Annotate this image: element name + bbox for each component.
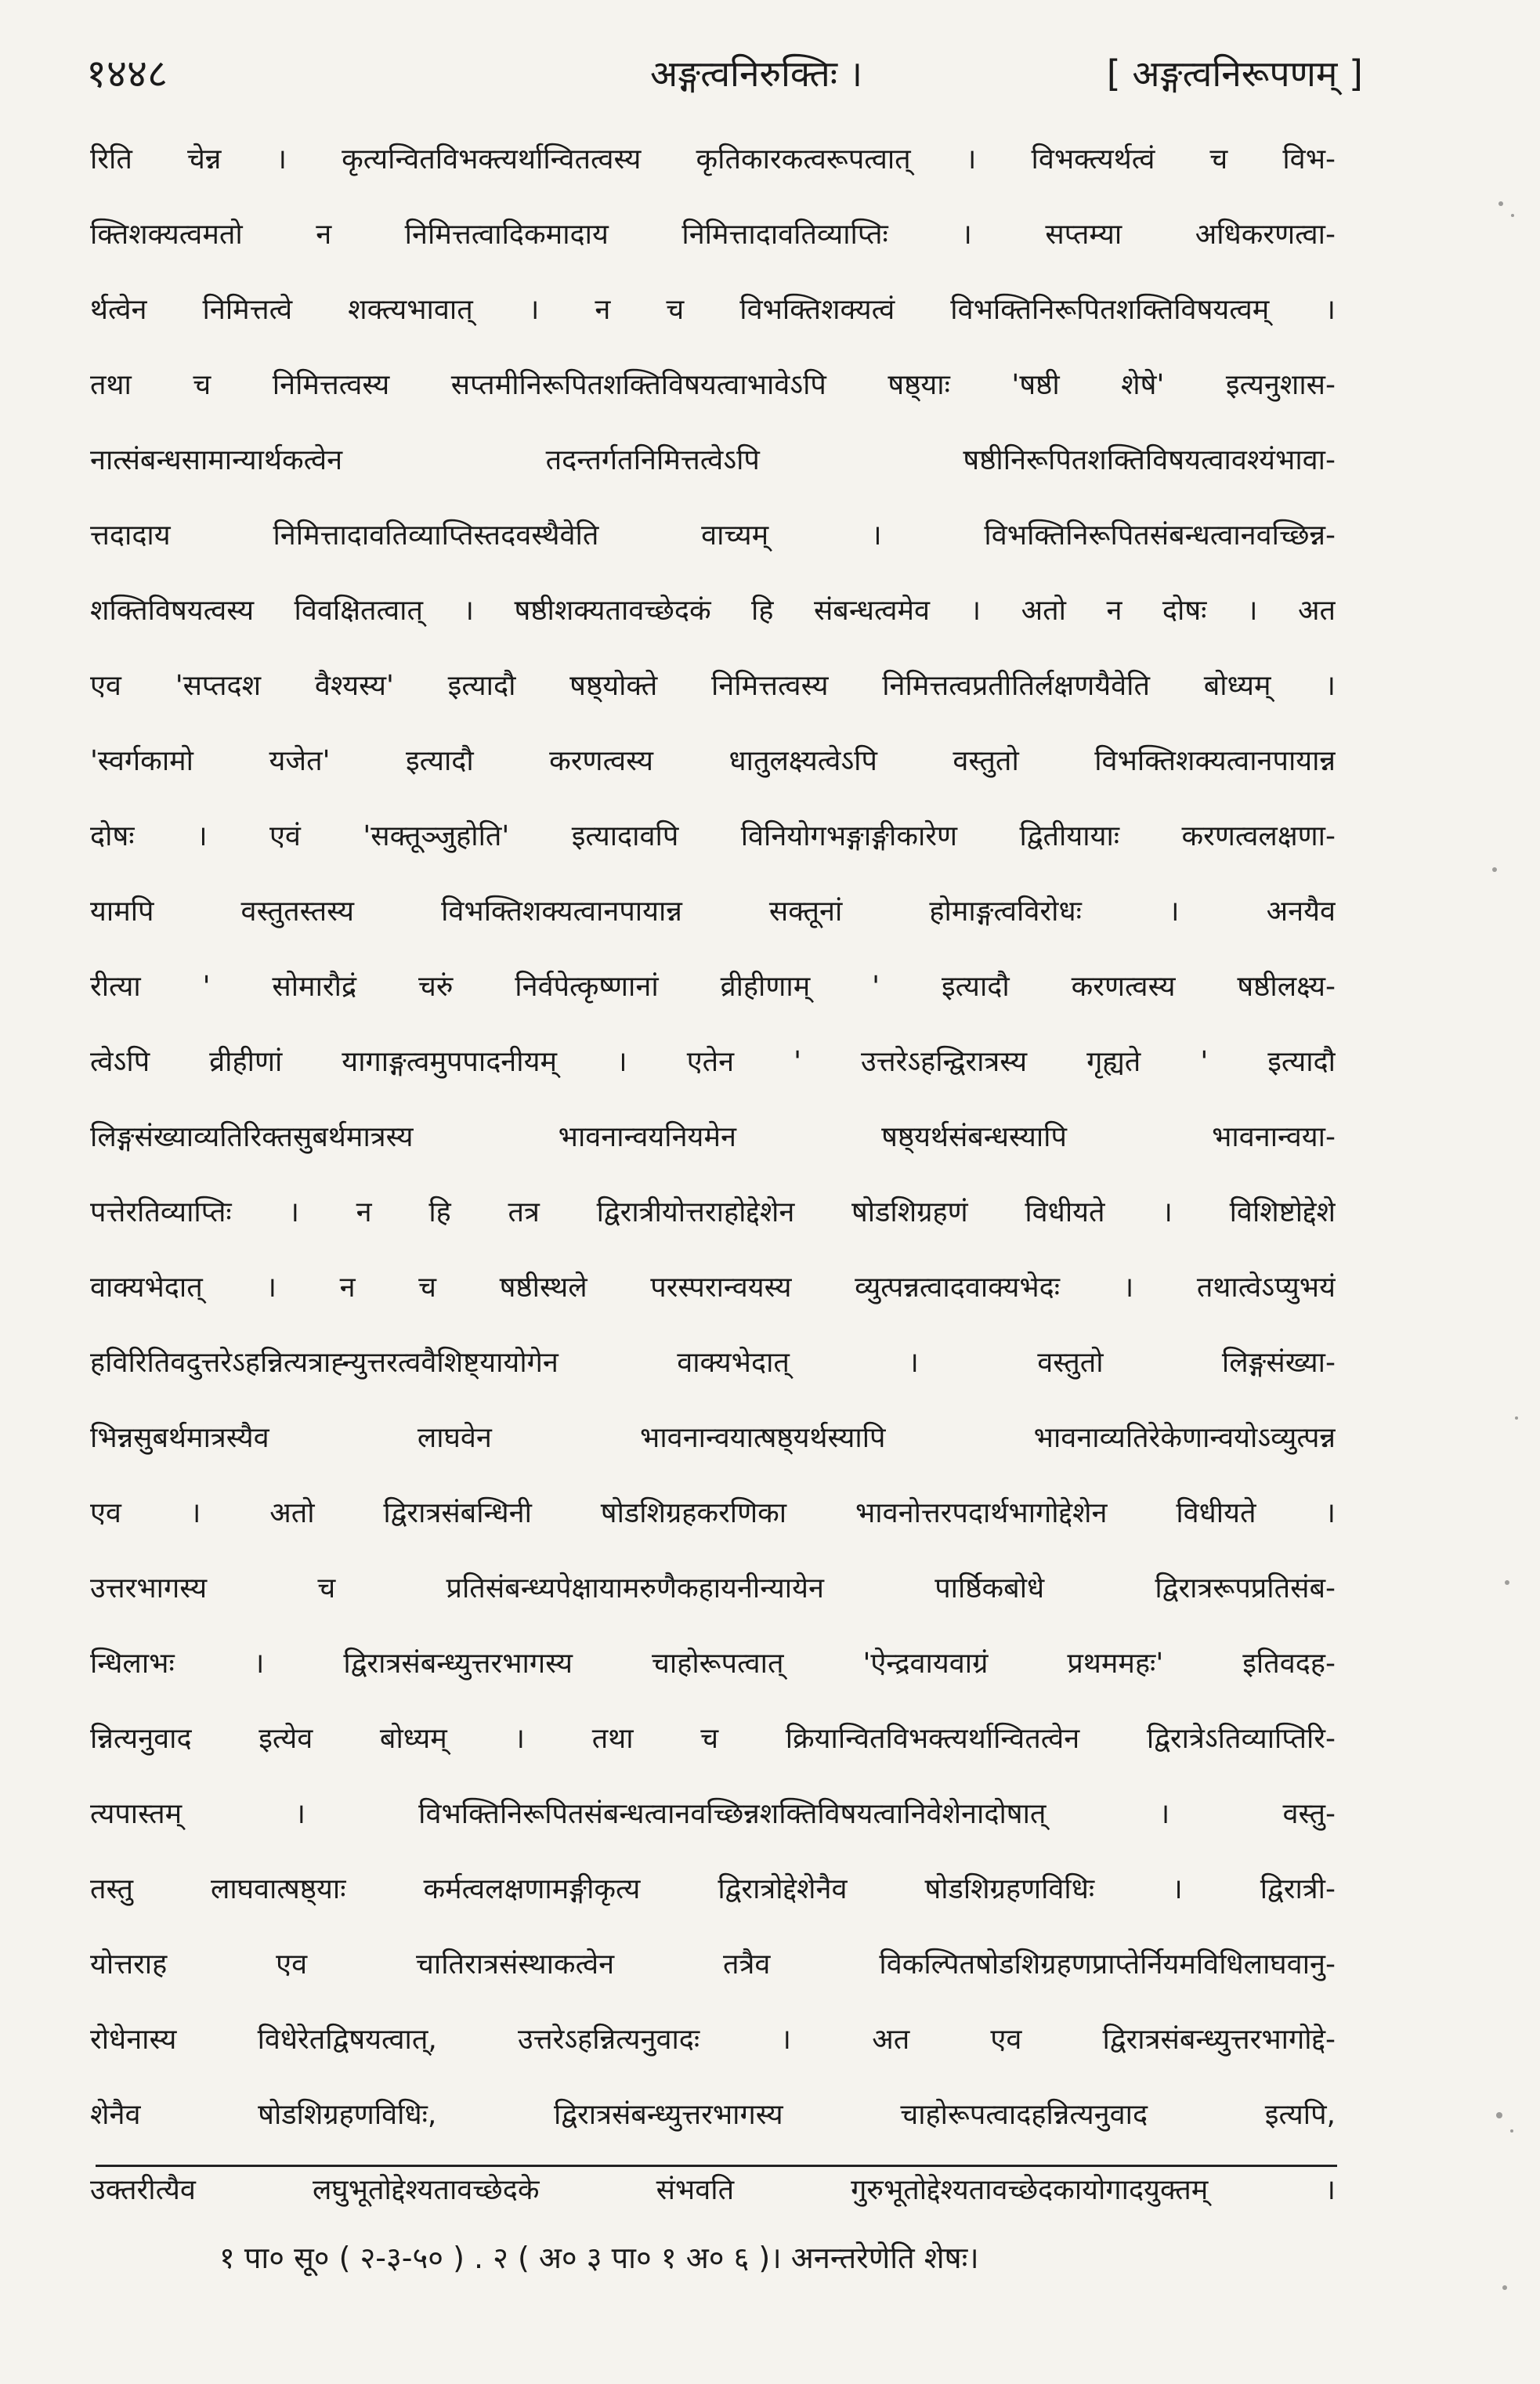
text-line: तस्तु लाघवात्षष्ठ्याः कर्मत्वलक्षणामङ्गीकृत्य द्विरात्रोद्देशेनैव षोडशिग्रहणविधिः । द्विरात्री- bbox=[90, 1873, 1336, 1905]
running-title: अङ्गत्वनिरुक्तिः । bbox=[650, 52, 863, 95]
text-line: एव 'सप्तदश वैश्यस्य' इत्यादौ षष्ठ्योक्ते निमित्तत्वस्य निमित्तत्वप्रतीतिर्लक्षणयैवेति बोध्यम् । bbox=[90, 670, 1336, 702]
text-line: योत्तराह एव चातिरात्रसंस्थाकत्वेन तत्रैव विकल्पितषोडशिग्रहणप्राप्तेर्नियमविधिलाघवानु- bbox=[90, 1948, 1336, 1981]
text-line: रीत्या ' सोमारौद्रं चरुं निर्वपेत्कृष्णानां व्रीहीणाम् ' इत्यादौ करणत्वस्य षष्ठीलक्ष्य- bbox=[90, 971, 1336, 1003]
text-line: शक्तिविषयत्वस्य विवक्षितत्वात् । षष्ठीशक्यतावच्छेदकं हि संबन्धत्वमेव । अतो न दोषः । अत bbox=[90, 595, 1336, 627]
text-line: त्वेऽपि व्रीहीणां यागाङ्गत्वमुपपादनीयम् । एतेन ' उत्तरेऽहन्द्विरात्रस्य गृह्यते ' इत्यादौ bbox=[90, 1046, 1336, 1078]
footnote: १ पा० सू० ( २-३-५० ) . २ ( अ० ३ पा० १ अ० ६ )। अनन्तरेणेति शेषः। bbox=[219, 2241, 979, 2275]
text-line: लिङ्गसंख्याव्यतिरिक्तसुबर्थमात्रस्य भावनान्वयनियमेन षष्ठ्यर्थसंबन्धस्यापि भावनान्वया- bbox=[90, 1121, 1336, 1153]
text-line: क्तिशक्यत्वमतो न निमित्तत्वादिकमादाय निमित्तादावतिव्याप्तिः । सप्तम्या अधिकरणत्वा- bbox=[90, 219, 1336, 251]
text-line: रोधेनास्य विधेरेतद्विषयत्वात्, उत्तरेऽहन्नित्यनुवादः । अत एव द्विरात्रसंबन्ध्युत्तरभागोद्दे- bbox=[90, 2024, 1336, 2056]
text-line: भिन्नसुबर्थमात्रस्यैव लाघवेन भावनान्वयात्षष्ठ्यर्थस्यापि भावनाव्यतिरेकेणान्वयोऽव्युत्पन्न bbox=[90, 1422, 1336, 1454]
text-line: उत्तरभागस्य च प्रतिसंबन्ध्यपेक्षायामरुणैकहायनीन्यायेन पार्ष्ठिकबोधे द्विरात्ररूपप्रतिसंब- bbox=[90, 1572, 1336, 1604]
text-line: दोषः । एवं 'सक्तूञ्जुहोति' इत्यादावपि विनियोगभङ्गाङ्गीकारेण द्वितीयायाः करणत्वलक्षणा- bbox=[90, 820, 1336, 852]
page-number: १४४८ bbox=[86, 51, 168, 96]
text-line: तथा च निमित्तत्वस्य सप्तमीनिरूपितशक्तिविषयत्वाभावेऽपि षष्ठ्याः 'षष्ठी शेषे' इत्यनुशास- bbox=[90, 369, 1336, 401]
text-line: यामपि वस्तुतस्तस्य विभक्तिशक्यत्वानपायान्न सक्तूनां होमाङ्गत्वविरोधः । अनयैव bbox=[90, 895, 1336, 928]
text-line: रिति चेन्न । कृत्यन्वितविभक्त्यर्थान्वितत्वस्य कृतिकारकत्वरूपत्वात् । विभक्त्यर्थत्वं च विभ- bbox=[90, 143, 1336, 175]
body-text bbox=[90, 141, 1336, 2247]
text-line: न्नित्यनुवाद इत्येव बोध्यम् । तथा च क्रियान्वितविभक्त्यर्थान्वितत्वेन द्विरात्रेऽतिव्याप्तिरि- bbox=[90, 1723, 1336, 1755]
page-header bbox=[86, 45, 1363, 108]
text-line: त्तदादाय निमित्तादावतिव्याप्तिस्तदवस्थैवेति वाच्यम् । विभक्तिनिरूपितसंबन्धत्वानवच्छिन्न- bbox=[90, 519, 1336, 552]
text-line: एव । अतो द्विरात्रसंबन्धिनी षोडशिग्रहकरणिका भावनोत्तरपदार्थभागोद्देशेन विधीयते । bbox=[90, 1497, 1336, 1529]
section-title: [ अङ्गत्वनिरूपणम् ] bbox=[1106, 52, 1363, 95]
text-line: हविरितिवदुत्तरेऽहन्नित्यत्राह्न्युत्तरत्ववैशिष्ट्यायोगेन वाक्यभेदात् । वस्तुतो लिङ्गसंख्या- bbox=[90, 1347, 1336, 1379]
scan-noise bbox=[1477, 0, 1540, 2384]
text-line: शेनैव षोडशिग्रहणविधिः, द्विरात्रसंबन्ध्युत्तरभागस्य चाहोरूपत्वादहन्नित्यनुवाद इत्यपि, bbox=[90, 2099, 1336, 2131]
text-line: त्यपास्तम् । विभक्तिनिरूपितसंबन्धत्वानवच्छिन्नशक्तिविषयत्वानिवेशेनादोषात् । वस्तु- bbox=[90, 1798, 1336, 1830]
text-line: नात्संबन्धसामान्यार्थकत्वेन तदन्तर्गतनिमित्तत्वेऽपि षष्ठीनिरूपितशक्तिविषयत्वावश्यंभावा- bbox=[90, 444, 1336, 476]
text-line: पत्तेरतिव्याप्तिः । न हि तत्र द्विरात्रीयोत्तराहोद्देशेन षोडशिग्रहणं विधीयते । विशिष्टोद्देशे bbox=[90, 1196, 1336, 1228]
text-line: न्धिलाभः । द्विरात्रसंबन्ध्युत्तरभागस्य चाहोरूपत्वात् 'ऐन्द्रवायवाग्रं प्रथममहः' इतिवदह- bbox=[90, 1648, 1336, 1680]
text-line: वाक्यभेदात् । न च षष्ठीस्थले परस्परान्वयस्य व्युत्पन्नत्वादवाक्यभेदः । तथात्वेऽप्युभयं bbox=[90, 1272, 1336, 1304]
text-line: 'स्वर्गकामो यजेत' इत्यादौ करणत्वस्य धातुलक्ष्यत्वेऽपि वस्तुतो विभक्तिशक्यत्वानपायान्न bbox=[90, 745, 1336, 777]
text-line: र्थत्वेन निमित्तत्वे शक्त्यभावात् । न च विभक्तिशक्यत्वं विभक्तिनिरूपितशक्तिविषयत्वम् । bbox=[90, 294, 1336, 326]
text-line: उक्तरीत्यैव लघुभूतोद्देश्यतावच्छेदके संभवति गुरुभूतोद्देश्यतावच्छेदकायोगादयुक्तम् । bbox=[90, 2174, 1336, 2206]
footnote-divider bbox=[96, 2165, 1337, 2167]
